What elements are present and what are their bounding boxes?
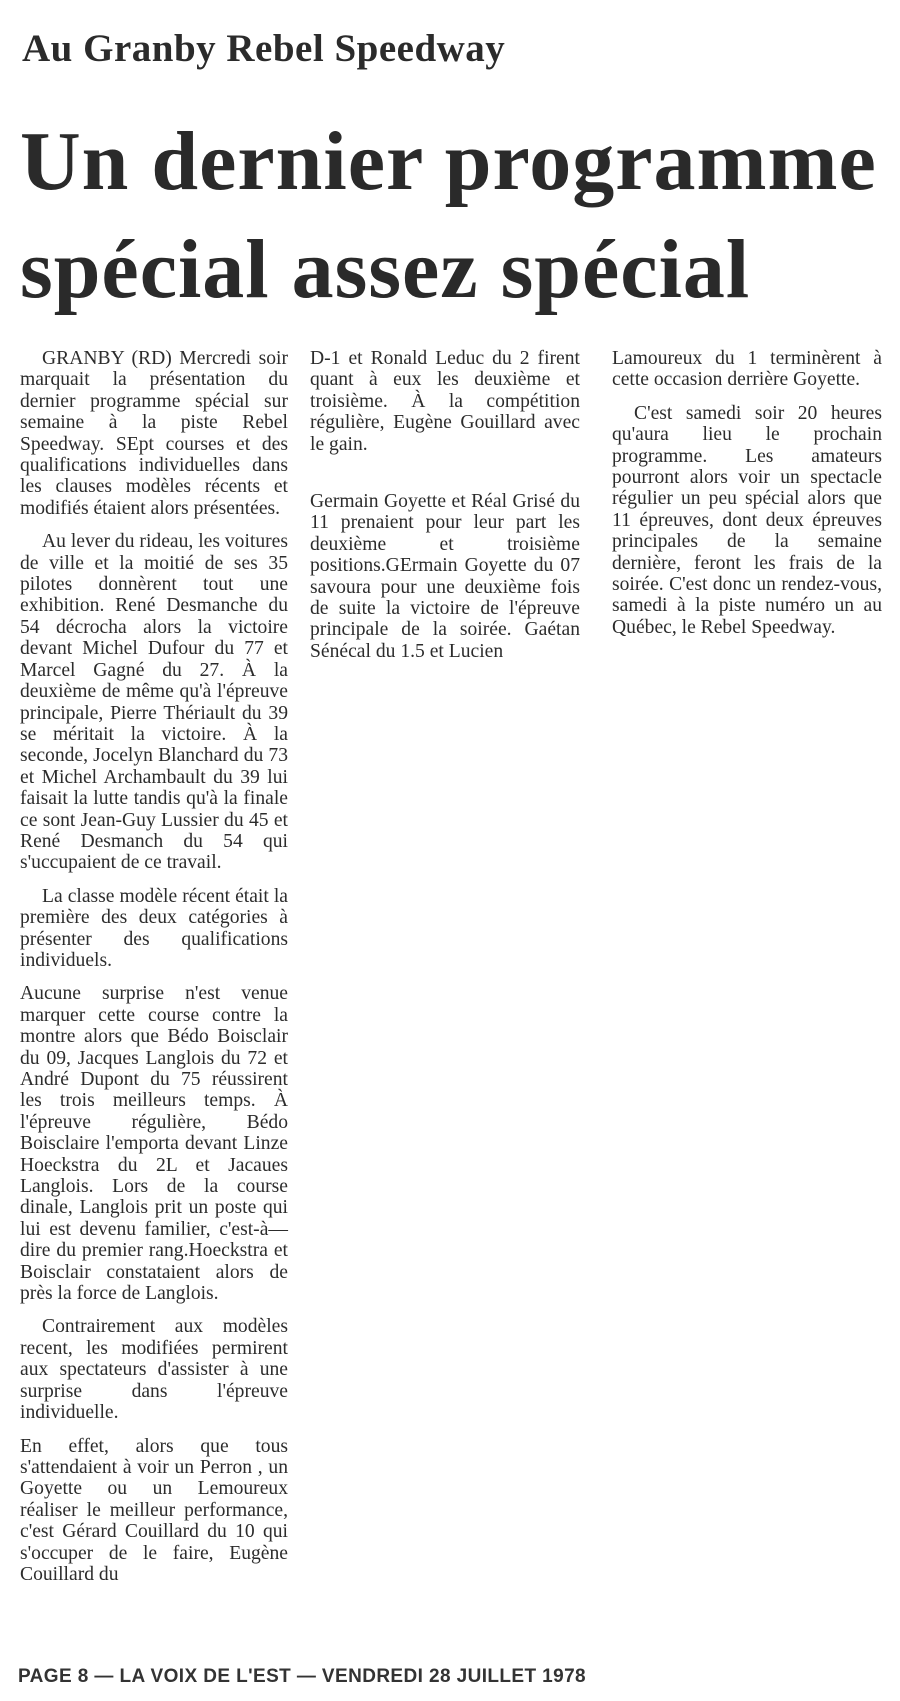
headline-line-1: Un dernier programme bbox=[20, 115, 877, 208]
paragraph: Aucune surprise n'est venue marquer cette course contre la montre alors que Bédo Boisclair du 09, Jacques Langlois du 72 et André Dupont du 75 réussirent les trois meilleurs temps. À l'épreuve régulière, Bédo Boisclaire l'emporta devant Linze Hoeckstra du 2L et Jacaues Langlois. Lors de la course dinale, Langlois prit un poste qui lui est devenu familier, c'est-à— dire du premier rang.Hoeckstra et Boisclair constataient alors de près la force de Langlois. bbox=[20, 983, 288, 1305]
paragraph: D-1 et Ronald Leduc du 2 firent quant à eux les deuxième et troisième. À la compétition régulière, Eugène Gouillard avec le gain. bbox=[310, 348, 580, 455]
article-column-3 bbox=[612, 348, 882, 650]
article-headline bbox=[20, 108, 900, 324]
article-kicker: Au Granby Rebel Speedway bbox=[22, 27, 506, 70]
article-column-2 bbox=[310, 348, 580, 674]
paragraph: Au lever du rideau, les voitures de ville et la moitié de ses 35 pilotes donnèrent tout une exhibition. René Desmanche du 54 décrocha alors la victoire devant Michel Dufour du 77 et Marcel Gagné du 27. À la deuxième de même qu'à l'épreuve principale, Pierre Thériault du 39 se méritait la victoire. À la seconde, Jocelyn Blanchard du 73 et Michel Archambault du 39 lui faisait la lutte tandis qu'à la finale ce sont Jean-Guy Lussier du 45 et René Desmanch du 54 qui s'uccupaient de ce travail. bbox=[20, 531, 288, 874]
paragraph: En effet, alors que tous s'attendaient à voir un Perron , un Goyette ou un Lemoureux réaliser le meilleur performance, c'est Gérard Couillard du 10 qui s'occuper de le faire, Eugène Couillard du bbox=[20, 1435, 288, 1585]
paragraph: GRANBY (RD) Mercredi soir marquait la présentation du dernier programme spécial sur semaine à la piste Rebel Speedway. SEpt courses et des qualifications individuelles dans les clauses modèles récents et modifiés étaient alors présentées. bbox=[20, 348, 288, 519]
article-column-1 bbox=[20, 348, 288, 1597]
paragraph: C'est samedi soir 20 heures qu'aura lieu le prochain programme. Les amateurs pourront alors voir un spectacle régulier un peu spécial alors que 11 épreuves, dont deux épreuves principales de la semaine dernière, feront les frais de la soirée. C'est donc un rendez-vous, samedi à la piste numéro un au Québec, le Rebel Speedway. bbox=[612, 402, 882, 638]
paragraph: Germain Goyette et Réal Grisé du 11 prenaient pour leur part les deuxième et troisième positions.GErmain Goyette du 07 savoura pour une deuxième fois de suite la victoire de l'épreuve principale de la soirée. Gaétan Sénécal du 1.5 et Lucien bbox=[310, 491, 580, 662]
page-footer: PAGE 8 — LA VOIX DE L'EST — VENDREDI 28 JUILLET 1978 bbox=[18, 1666, 587, 1687]
paragraph: Lamoureux du 1 terminèrent à cette occasion derrière Goyette. bbox=[612, 348, 882, 391]
paragraph: Contrairement aux modèles recent, les modifiées permirent aux spectateurs d'assister à une surprise dans l'épreuve individuelle. bbox=[20, 1316, 288, 1424]
headline-line-2: spécial assez spécial bbox=[20, 223, 751, 316]
paragraph: La classe modèle récent était la première des deux catégories à présenter des qualifications individuels. bbox=[20, 885, 288, 971]
